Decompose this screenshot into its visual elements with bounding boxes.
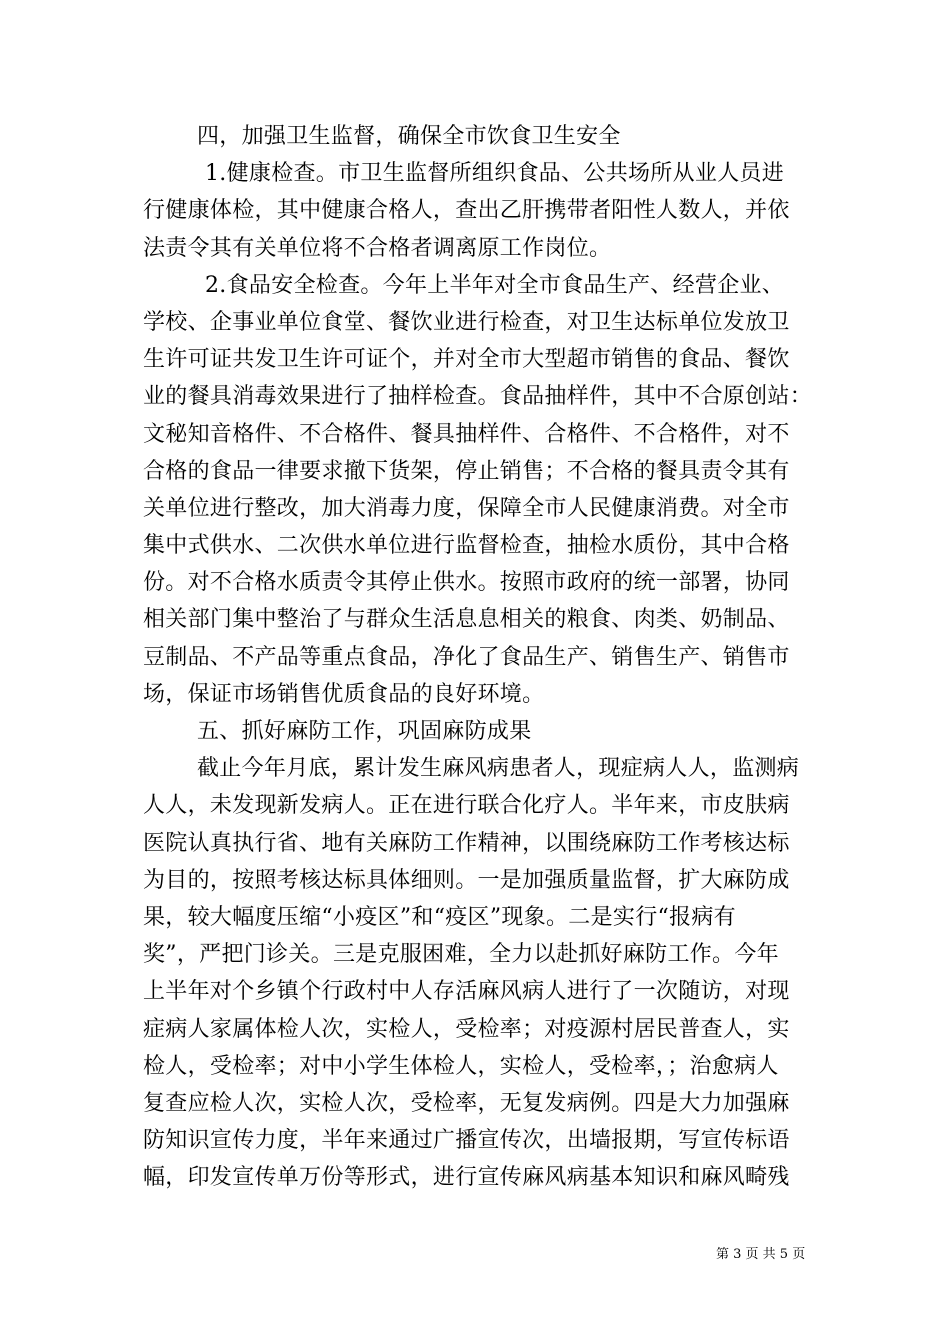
paragraph-line: 果，较大幅度压缩“小疫区”和“疫区”现象。二是实行“报病有 bbox=[143, 904, 736, 930]
paragraph-line: 为目的，按照考核达标具体细则。一是加强质量监督，扩大麻防成 bbox=[143, 867, 790, 893]
section-heading-5: 五、抓好麻防工作，巩固麻防成果 bbox=[197, 719, 532, 744]
section-heading-4: 四，加强卫生监督，确保全市饮食卫生安全 bbox=[197, 124, 621, 149]
paragraph-line: 幅，印发宣传单万份等形式，进行宣传麻风病基本知识和麻风畸残 bbox=[143, 1165, 790, 1191]
paragraph-line: 相关部门集中整治了与群众生活息息相关的粮食、肉类、奶制品、 bbox=[143, 607, 790, 633]
paragraph-line: 豆制品、不产品等重点食品，净化了食品生产、销售生产、销售市 bbox=[143, 644, 790, 670]
paragraph-line: 上半年对个乡镇个行政村中人存活麻风病人进行了一次随访，对现 bbox=[143, 979, 790, 1005]
document-body bbox=[143, 118, 818, 1196]
paragraph-line: 截止今年月底，累计发生麻风病患者人，现症病人人，监测病 bbox=[197, 756, 800, 782]
paragraph-line: 生许可证共发卫生许可证个，并对全市大型超市销售的食品、餐饮 bbox=[143, 347, 790, 373]
paragraph-line: 2.食品安全检查。今年上半年对全市食品生产、经营企业、 bbox=[205, 272, 785, 298]
page-footer-page-number: 第 3 页 共 5 页 bbox=[716, 1247, 806, 1262]
paragraph-line: 学校、企事业单位食堂、餐饮业进行检查，对卫生达标单位发放卫 bbox=[143, 309, 790, 335]
paragraph-line: 奖”，严把门诊关。三是克服困难，全力以赴抓好麻防工作。今年 bbox=[143, 942, 779, 968]
paragraph-line: 份。对不合格水质责令其停止供水。按照市政府的统一部署，协同 bbox=[143, 570, 790, 596]
paragraph-line: 场，保证市场销售优质食品的良好环境。 bbox=[143, 681, 545, 707]
paragraph-line: 关单位进行整改，加大消毒力度，保障全市人民健康消费。对全市 bbox=[143, 495, 790, 521]
paragraph-line: 医院认真执行省、地有关麻防工作精神，以围绕麻防工作考核达标 bbox=[143, 830, 790, 856]
paragraph-line: 法责令其有关单位将不合格者调离原工作岗位。 bbox=[143, 235, 612, 261]
paragraph-line: 防知识宣传力度，半年来通过广播宣传次，出墙报期，写宣传标语 bbox=[143, 1128, 790, 1154]
paragraph-line: 1.健康检查。市卫生监督所组织食品、公共场所从业人员进 bbox=[205, 161, 785, 187]
paragraph-line: 行健康体检，其中健康合格人，查出乙肝携带者阳性人数人，并依 bbox=[143, 198, 790, 224]
paragraph-line: 合格的食品一律要求撤下货架，停止销售；不合格的餐具责令其有 bbox=[143, 458, 790, 484]
paragraph-line: 复查应检人次，实检人次，受检率，无复发病例。四是大力加强麻 bbox=[143, 1090, 790, 1116]
paragraph-line: 症病人家属体检人次，实检人，受检率；对疫源村居民普查人，实 bbox=[143, 1016, 790, 1042]
paragraph-line: 文秘知音格件、不合格件、餐具抽样件、合格件、不合格件，对不 bbox=[143, 421, 790, 447]
paragraph-line: 检人，受检率；对中小学生体检人，实检人，受检率，；治愈病人 bbox=[143, 1053, 779, 1079]
paragraph-line: 集中式供水、二次供水单位进行监督检查，抽检水质份，其中合格 bbox=[143, 533, 790, 559]
paragraph-line: 业的餐具消毒效果进行了抽样检查。食品抽样件，其中不合原创站： bbox=[143, 384, 813, 410]
paragraph-line: 人人，未发现新发病人。正在进行联合化疗人。半年来，市皮肤病 bbox=[143, 793, 790, 819]
